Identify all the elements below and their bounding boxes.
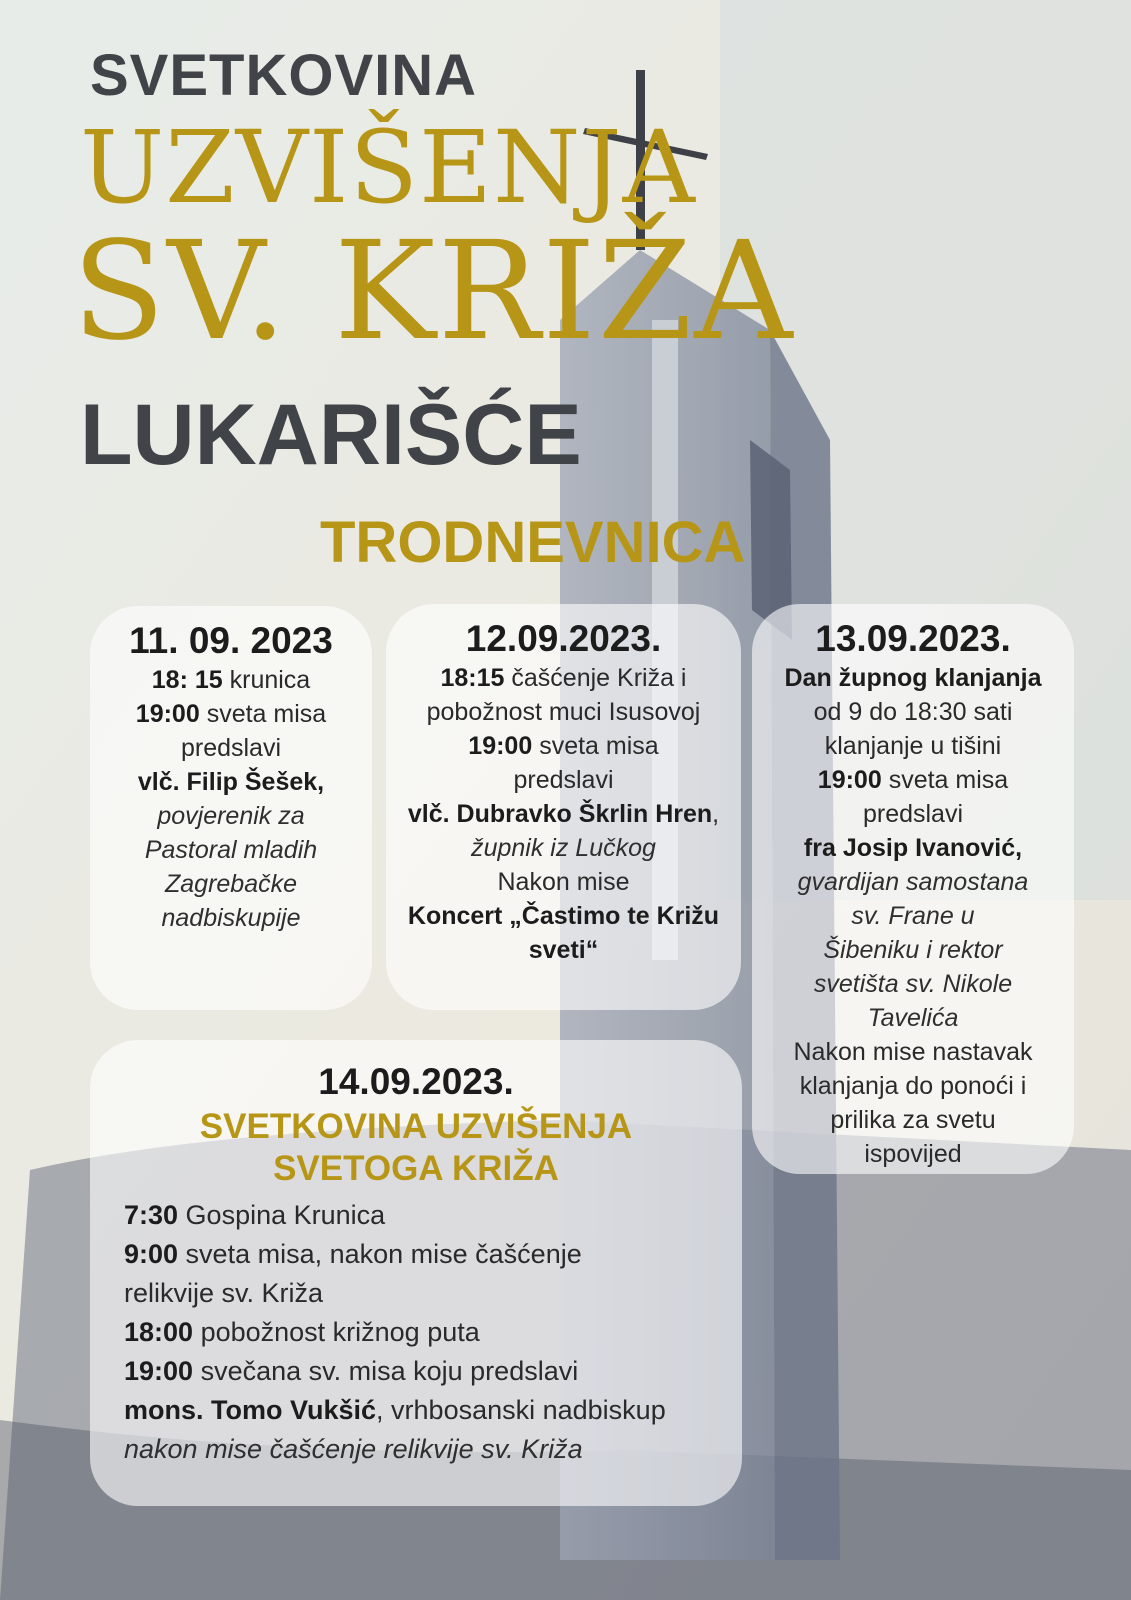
day-card-13-09 <box>752 604 1074 1174</box>
presider-label: predslavi <box>513 766 614 795</box>
presider-role: nadbiskupije <box>161 904 301 933</box>
schedule-line: 19:00 sveta misa <box>135 700 327 729</box>
card-date: 12.09.2023. <box>465 618 662 659</box>
presider-role: župnik iz Lučkog <box>471 834 656 863</box>
presider-role: svetišta sv. Nikole <box>813 970 1013 999</box>
presider-role: Šibeniku i rektor <box>823 936 1003 965</box>
place-name: LUKARIŠĆE <box>80 387 582 483</box>
day-card-11-09 <box>90 606 372 1010</box>
presider-role: Zagrebačke <box>164 870 298 899</box>
card-date: 14.09.2023. <box>318 1061 514 1102</box>
presider-name: vlč. Filip Šešek, <box>137 768 325 797</box>
schedule-line: 9:00 sveta misa, nakon mise čašćenje <box>124 1239 582 1270</box>
after-mass-note: Nakon mise nastavak <box>793 1038 1033 1067</box>
schedule-line: pobožnost muci Isusovoj <box>426 698 701 727</box>
subtitle-trodnevnica: TRODNEVNICA <box>320 510 746 575</box>
card-date: 13.09.2023. <box>815 618 1011 659</box>
presider-name: mons. Tomo Vukšić, vrhbosanski nadbiskup <box>124 1395 666 1426</box>
schedule-line: 19:00 sveta misa <box>817 766 1009 795</box>
after-mass-note: klanjanja do ponoći i <box>799 1072 1027 1101</box>
title-line-svetkovina: SVETKOVINA <box>90 43 478 108</box>
schedule-line: 19:00 sveta misa <box>468 732 659 761</box>
schedule-line: 18: 15 krunica <box>151 666 311 695</box>
schedule-line: od 9 do 18:30 sati <box>813 698 1013 727</box>
feast-title: SVETKOVINA UZVIŠENJA <box>199 1107 633 1147</box>
schedule-line: relikvije sv. Križa <box>124 1278 324 1309</box>
presider-role: povjerenik za <box>157 802 305 831</box>
presider-label: predslavi <box>862 800 964 829</box>
card-date: 11. 09. 2023 <box>129 620 333 661</box>
schedule-line: 7:30 Gospina Krunica <box>124 1200 386 1231</box>
feast-title: SVETOGA KRIŽA <box>273 1149 559 1189</box>
presider-role: Pastoral mladih <box>144 836 318 865</box>
schedule-line: 18:15 čašćenje Križa i <box>440 664 687 693</box>
presider-name: fra Josip Ivanović, <box>803 834 1023 863</box>
presider-label: predslavi <box>180 734 282 763</box>
concert-title: sveti“ <box>528 936 599 965</box>
schedule-list <box>90 1196 742 1469</box>
schedule-line: 19:00 svečana sv. misa koju predslavi <box>124 1356 579 1387</box>
schedule-line: klanjanje u tišini <box>824 732 1002 761</box>
presider-name: vlč. Dubravko Škrlin Hren, <box>407 800 720 829</box>
presider-role: Tavelića <box>867 1004 959 1033</box>
schedule-line: 18:00 pobožnost križnog puta <box>124 1317 480 1348</box>
concert-title: Koncert „Častimo te Križu <box>407 902 720 931</box>
title-line-uzvisenja: UZVIŠENJA <box>80 109 696 226</box>
title-line-sv-kriza: SV. KRIŽA <box>72 213 795 371</box>
presider-role: gvardijan samostana <box>797 868 1029 897</box>
day-title: Dan župnog klanjanja <box>784 664 1042 693</box>
after-mass-note: Nakon mise <box>497 868 630 897</box>
day-card-14-09 <box>90 1040 742 1506</box>
presider-role: sv. Frane u <box>851 902 975 931</box>
after-mass-note: prilika za svetu <box>830 1106 996 1135</box>
after-mass-note: nakon mise čašćenje relikvije sv. Križa <box>124 1434 583 1465</box>
day-card-12-09 <box>386 604 741 1010</box>
after-mass-note: ispovijed <box>864 1140 962 1169</box>
